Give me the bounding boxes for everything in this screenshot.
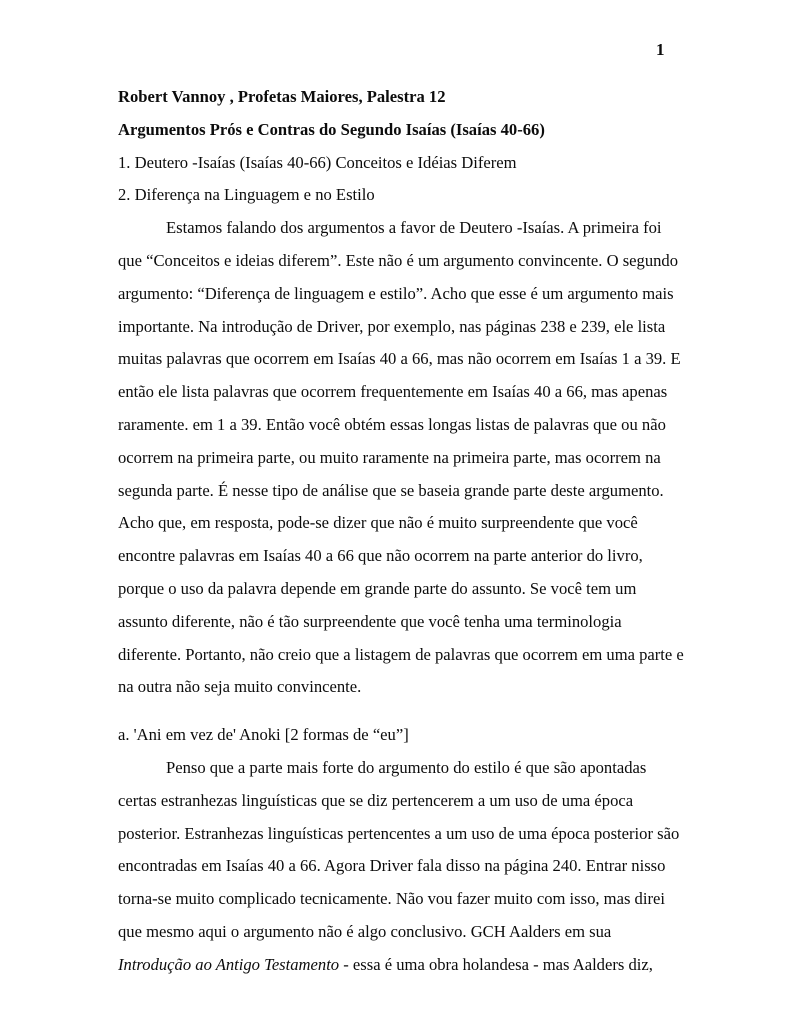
document-title: Robert Vannoy , Profetas Maiores, Palestra 12 [118, 87, 446, 106]
paragraph-2-book-title: Introdução ao Antigo Testamento [118, 954, 340, 974]
paragraph-1: Estamos falando dos argumentos a favor de Deutero -Isaías. A primeira foi que “Conceitos e ideias diferem”. Este não é um argumento convincente. O segundo argumento: “Diferença de linguagem e estilo”. Acho que esse é um argumento mais importante. Na introdução de Driver, por exemplo, nas páginas 238 e 239, ele lista muitas palavras que ocorrem em Isaías 40 a 66, mas não ocorrem em Isaías 1 a 39. E então ele lista palavras que ocorrem frequentemente em Isaías 40 a 66, mas apenas raramente. em 1 a 39. Então você obtém essas longas listas de palavras que ou não ocorrem na primeira parte, ou muito raramente na primeira parte, mas ocorrem na segunda parte. É nesse tipo de análise que se baseia grande parte deste argumento. Acho que, em resposta, pode-se dizer que não é muito surpreendente que você encontre palavras em Isaías 40 a 66 que não ocorrem na parte anterior do livro, porque o uso da palavra depende em grande parte do assunto. Se você tem um assunto diferente, não é tão surpreendente que você tenha uma terminologia diferente. Portanto, não creio que a listagem de palavras que ocorrem em uma parte e na outra não seja muito convincente. [118, 218, 684, 697]
document-content [118, 81, 685, 982]
outline-item-2: 2. Diferença na Linguagem e no Estilo [118, 185, 375, 205]
paragraph-2-text: Penso que a parte mais forte do argumento do estilo é que são apontadas certas estranhezas linguísticas que se diz pertencerem a um uso de uma época posterior. Estranhezas linguísticas pertencentes a um uso de uma época posterior são encontradas em Isaías 40 a 66. Agora Driver fala disso na página 240. Entrar nisso torna-se muito complicado tecnicamente. Não vou fazer muito com isso, mas direi que mesmo aqui o argumento não é algo conclusivo. GCH Aalders em sua [118, 757, 680, 941]
page-number: 1 [656, 40, 665, 59]
outline-item-1: 1. Deutero -Isaías (Isaías 40-66) Conceitos e Idéias Diferem [118, 152, 517, 172]
paragraph-2-text-end: - essa é uma obra holandesa - mas Aalders diz, [339, 954, 653, 974]
paragraph-2 [118, 752, 685, 982]
subheading-a: a. 'Ani em vez de' Anoki [2 formas de “eu”] [118, 725, 409, 745]
document-subtitle: Argumentos Prós e Contras do Segundo Isaías (Isaías 40-66) [118, 119, 545, 139]
